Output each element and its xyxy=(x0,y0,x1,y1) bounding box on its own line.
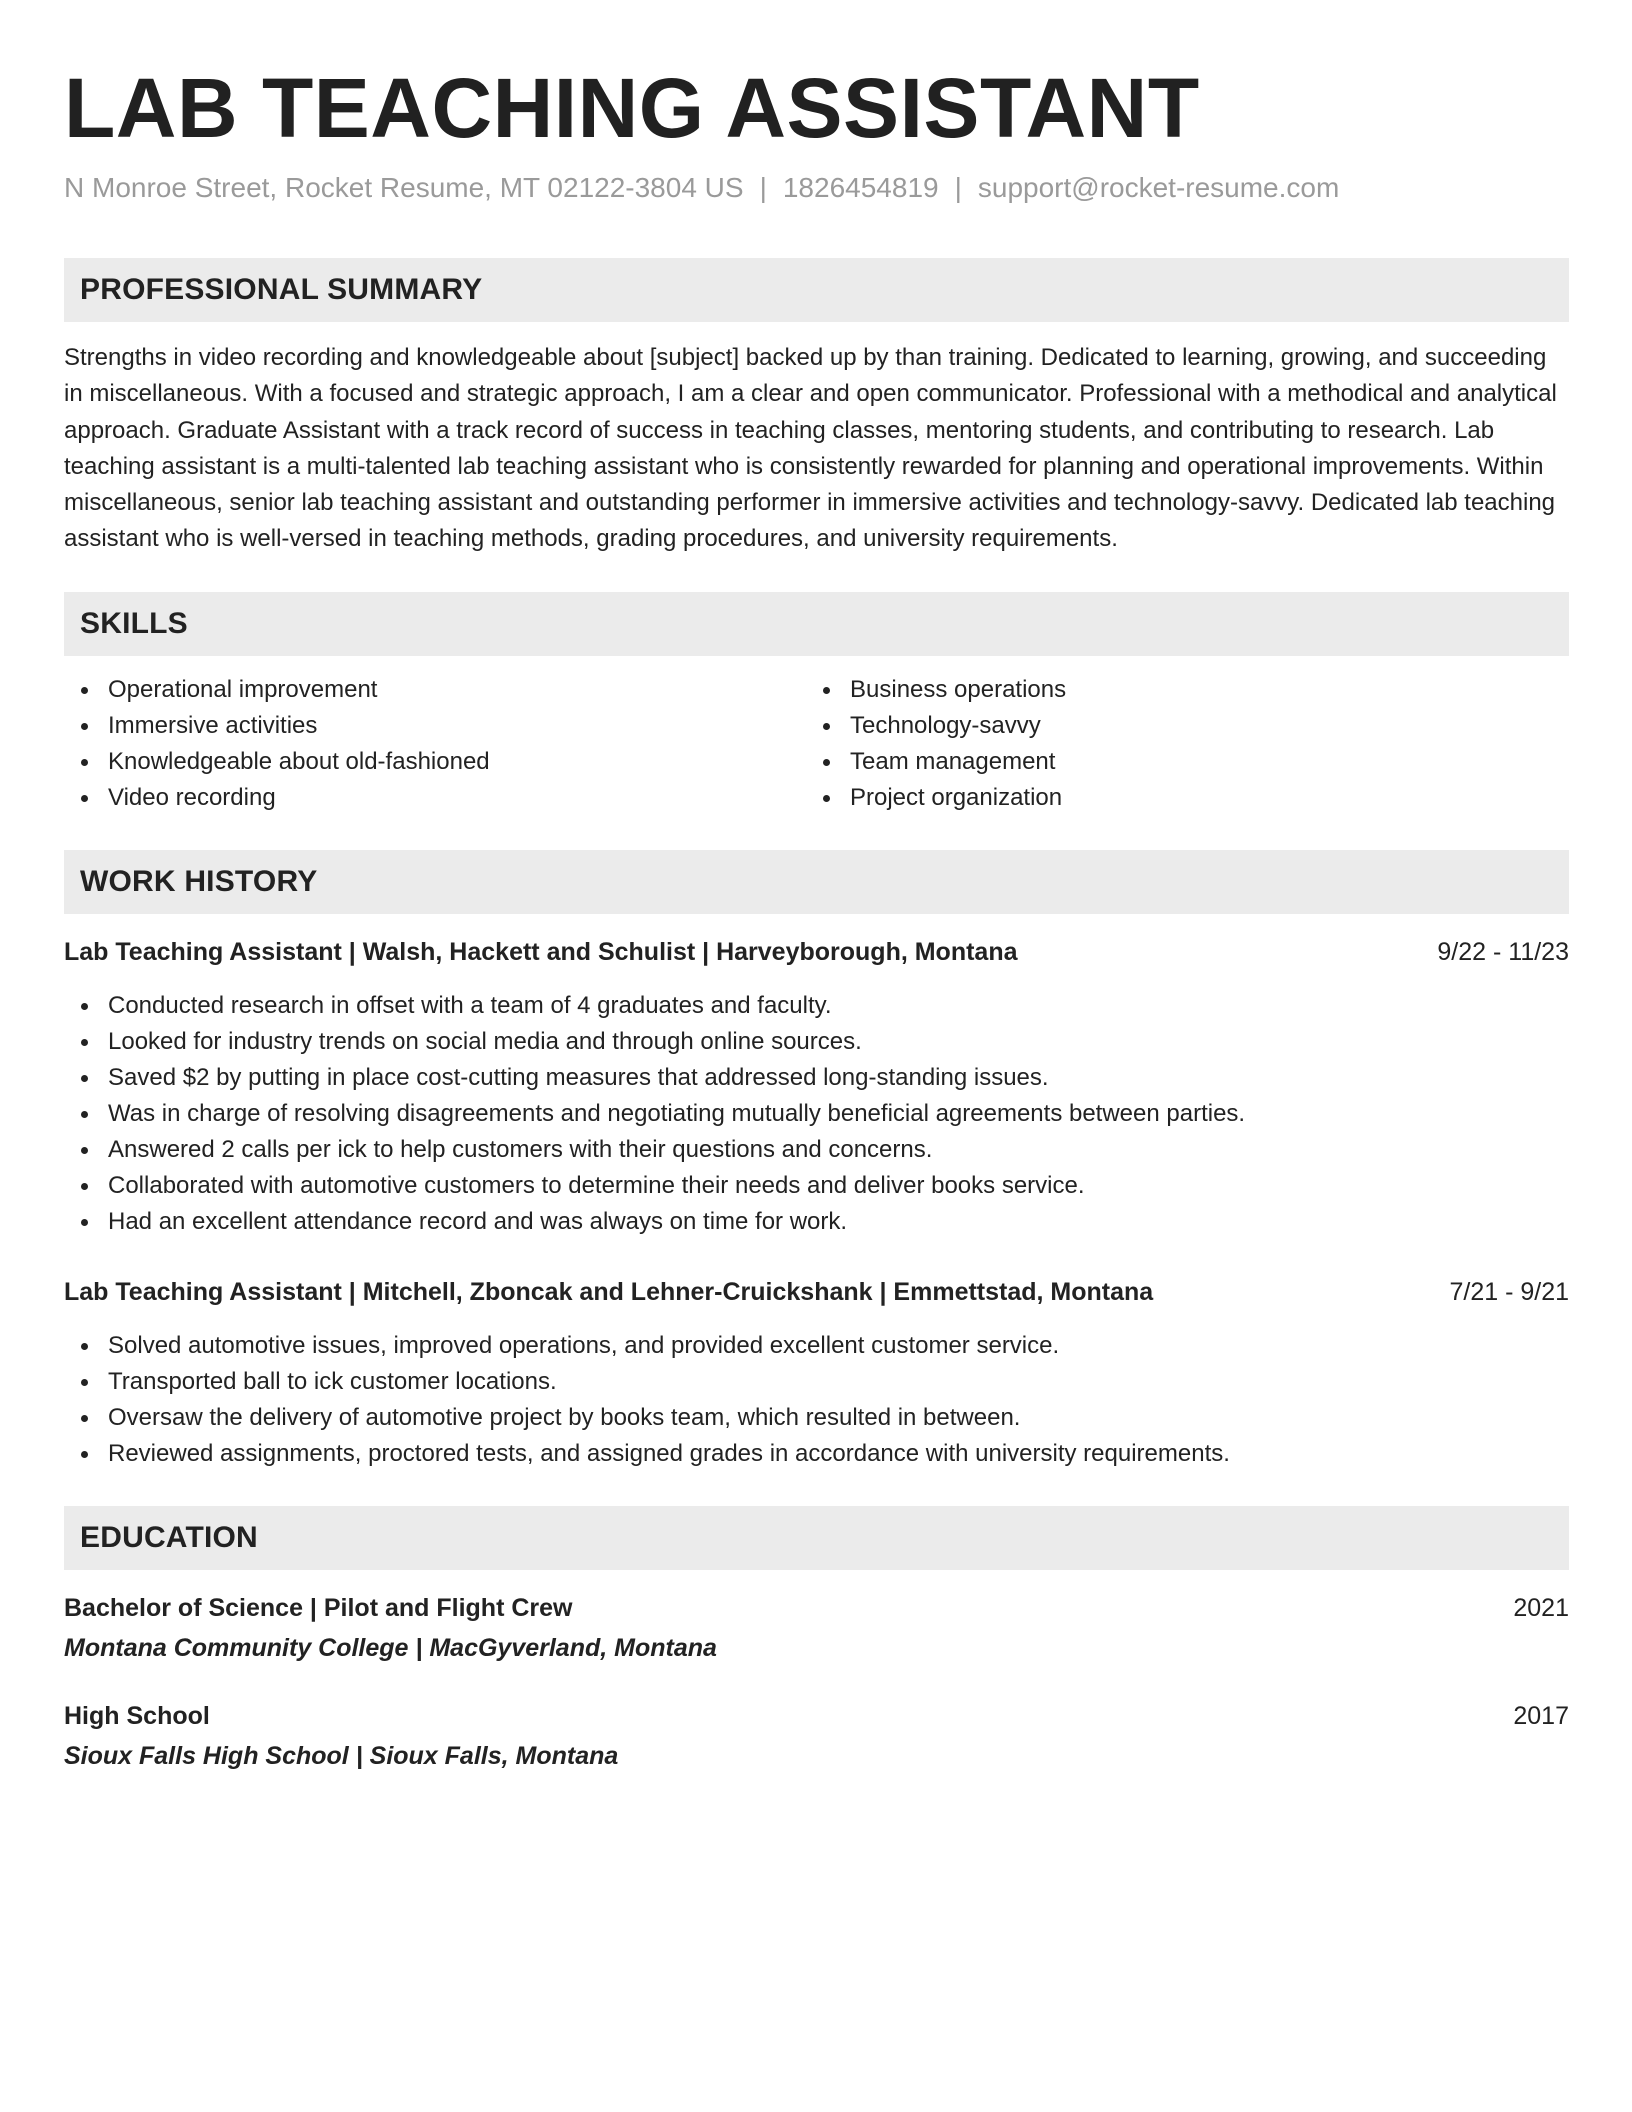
contact-phone: 1826454819 xyxy=(782,172,939,203)
job-entry xyxy=(64,1274,1569,1472)
resume-name: LAB TEACHING ASSISTANT xyxy=(64,61,1200,155)
skill-item: Video recording xyxy=(64,780,806,816)
job-bullet: Answered 2 calls per ick to help customers with their questions and concerns. xyxy=(64,1132,1569,1168)
summary-heading: PROFESSIONAL SUMMARY xyxy=(64,258,1569,322)
summary-text: Strengths in video recording and knowledgeable about [subject] backed up by than training. Dedicated to learning, growing, and succeeding in miscellaneous. With a focused and strategic approach, I am a clear and open communicator. Professional with a methodical and analytical approach. Graduate Assistant with a track record of success in teaching classes, mentoring students, and contributing to research. Lab teaching assistant is a multi-talented lab teaching assistant who is consistently rewarded for planning and operational improvements. Within miscellaneous, senior lab teaching assistant and outstanding performer in immersive activities and technology-savvy. Dedicated lab teaching assistant who is well-versed in teaching methods, grading procedures, and university requirements. xyxy=(64,344,1557,553)
skill-item: Technology-savvy xyxy=(806,708,1548,744)
job-bullet: Conducted research in offset with a team of 4 graduates and faculty. xyxy=(64,988,1569,1024)
contact-line xyxy=(64,168,1569,208)
skill-item: Knowledgeable about old-fashioned xyxy=(64,744,806,780)
skill-item: Immersive activities xyxy=(64,708,806,744)
contact-separator: | xyxy=(759,172,767,203)
education-year: 2021 xyxy=(1513,1593,1569,1622)
contact-address: N Monroe Street, Rocket Resume, MT 02122-3804 US xyxy=(64,172,744,203)
skills-grid xyxy=(64,672,1569,816)
education-degree: High School xyxy=(64,1701,210,1730)
skill-item: Team management xyxy=(806,744,1548,780)
job-title: Lab Teaching Assistant | Walsh, Hackett and Schulist | Harveyborough, Montana xyxy=(64,937,1018,966)
education-header-row xyxy=(64,1590,1569,1626)
job-header-row xyxy=(64,1274,1569,1310)
work-history-heading: WORK HISTORY xyxy=(64,850,1569,914)
education-school: Montana Community College | MacGyverland, Montana xyxy=(64,1633,717,1662)
contact-email: support@rocket-resume.com xyxy=(977,172,1340,203)
skill-item: Project organization xyxy=(806,780,1548,816)
education-entry xyxy=(64,1590,1569,1666)
job-bullets xyxy=(64,1328,1569,1472)
skill-item: Operational improvement xyxy=(64,672,806,708)
education-header-row xyxy=(64,1698,1569,1734)
job-entry xyxy=(64,934,1569,1240)
job-dates: 9/22 - 11/23 xyxy=(1437,937,1569,966)
education-heading: EDUCATION xyxy=(64,1506,1569,1570)
skill-item: Business operations xyxy=(806,672,1548,708)
education-school: Sioux Falls High School | Sioux Falls, Montana xyxy=(64,1741,619,1770)
job-bullet: Solved automotive issues, improved operations, and provided excellent customer service. xyxy=(64,1328,1569,1364)
skills-column-left xyxy=(64,672,806,816)
job-header-row xyxy=(64,934,1569,970)
job-bullet: Collaborated with automotive customers to determine their needs and deliver books service. xyxy=(64,1168,1569,1204)
job-bullet: Saved $2 by putting in place cost-cutting measures that addressed long-standing issues. xyxy=(64,1060,1569,1096)
job-bullet: Reviewed assignments, proctored tests, and assigned grades in accordance with university requirements. xyxy=(64,1436,1569,1472)
education-entry xyxy=(64,1698,1569,1774)
job-bullets xyxy=(64,988,1569,1240)
contact-separator: | xyxy=(954,172,962,203)
education-year: 2017 xyxy=(1513,1701,1569,1730)
job-bullet: Had an excellent attendance record and was always on time for work. xyxy=(64,1204,1569,1240)
job-bullet: Looked for industry trends on social media and through online sources. xyxy=(64,1024,1569,1060)
job-bullet: Oversaw the delivery of automotive project by books team, which resulted in between. xyxy=(64,1400,1569,1436)
skills-heading: SKILLS xyxy=(64,592,1569,656)
job-bullet: Was in charge of resolving disagreements and negotiating mutually beneficial agreements between parties. xyxy=(64,1096,1569,1132)
job-dates: 7/21 - 9/21 xyxy=(1449,1277,1569,1306)
education-degree: Bachelor of Science | Pilot and Flight Crew xyxy=(64,1593,573,1622)
job-title: Lab Teaching Assistant | Mitchell, Zboncak and Lehner-Cruickshank | Emmettstad, Montana xyxy=(64,1277,1154,1306)
skills-column-right xyxy=(806,672,1548,816)
job-bullet: Transported ball to ick customer locations. xyxy=(64,1364,1569,1400)
